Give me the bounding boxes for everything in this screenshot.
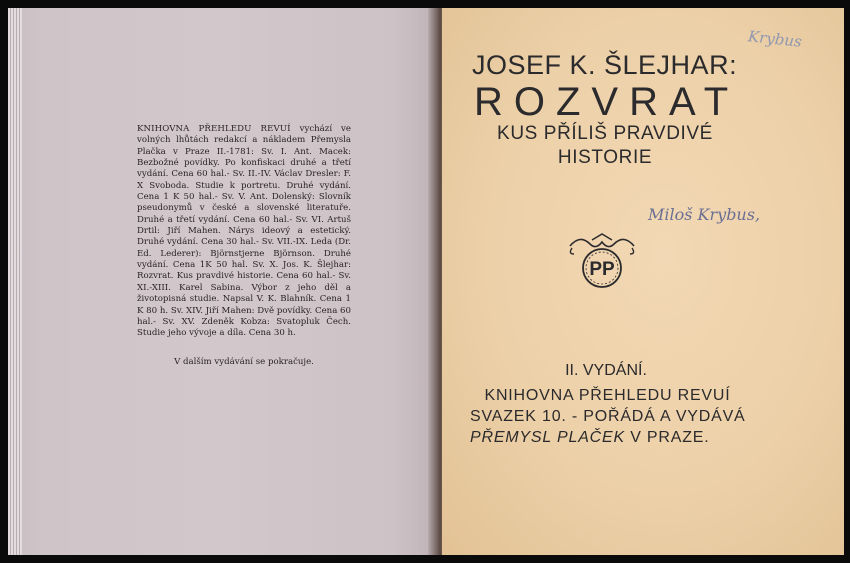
imprint-publisher: PŘEMYSL PLAČEK <box>470 429 625 446</box>
publisher-catalog <box>137 124 351 340</box>
book-subtitle <box>470 122 740 170</box>
edition-label: II. VYDÁNÍ. <box>565 362 647 379</box>
imprint-place: V PRAZE. <box>630 429 710 446</box>
subtitle-line-1: KUS PŘÍLIŠ PRAVDIVÉ <box>497 123 713 144</box>
subtitle-line-2: HISTORIE <box>557 147 653 168</box>
catalog-continues-note: V dalším vydávání se pokračuje. <box>174 357 314 367</box>
handwritten-signature-top: Krybus <box>747 27 803 51</box>
author-name: JOSEF K. ŠLEJHAR: <box>472 50 738 80</box>
handwritten-signature-owner: Miloš Krybus, <box>648 205 761 224</box>
imprint-block <box>470 385 745 448</box>
imprint-volume: SVAZEK 10. - POŘÁDÁ A VYDÁVÁ <box>470 408 746 425</box>
emblem-letters: PP <box>589 259 615 280</box>
imprint-series: KNIHOVNA PŘEHLEDU REVUÍ <box>484 387 731 404</box>
book-title: ROZVRAT <box>474 80 740 124</box>
catalog-lead: KNIHOVNA PŘEHLEDU REVUÍ <box>137 124 291 134</box>
page-edges <box>8 8 22 555</box>
publisher-emblem-icon <box>566 230 638 292</box>
catalog-body: vychází ve volných lhůtách redakcí a nákladem Přemysla Plačka v Praze II.-1781: Sv. I. Ant. Macek: Bezbožné povídky. Po konfiskaci druhé a třetí vydání. Cena 60 hal.- Sv. II.-IV. Václav Dresler: F. X Svoboda. Studie k portretu. Druhé vydání. Cena 1 K 50 hal.- Sv. V. Ant. Dolenský: Slovník pseudonymů v české a slovenské literatuře. Druhé a třetí vydání. Cena 60 hal.- Sv. VI. Artuš Drtil: Jiří Mahen. Nárys ideový a estetický. Druhé vydání. Cena 30 hal.- Sv. VII.-IX. Leda (Dr. Ed. Lederer): Björnstjerne Björnson. Druhé vydání. Cena 1K 50 hal. Sv. X. Jos. K. Šlejhar: Rozvrat. Kus pravdivé historie. Cena 60 hal.- Sv. XI.-XIII. Karel Sabina. Výbor z jeho děl a životopisná studie. Napsal V. K. Blahník. Cena 1 K 80 h. Sv. XIV. Jiří Mahen: Dvě povídky. Cena 60 hal.- Sv. XV. Zdeněk Kobza: Svatopluk Čech. Studie jeho vývoje a díla. Cena 30 h. <box>137 124 352 339</box>
